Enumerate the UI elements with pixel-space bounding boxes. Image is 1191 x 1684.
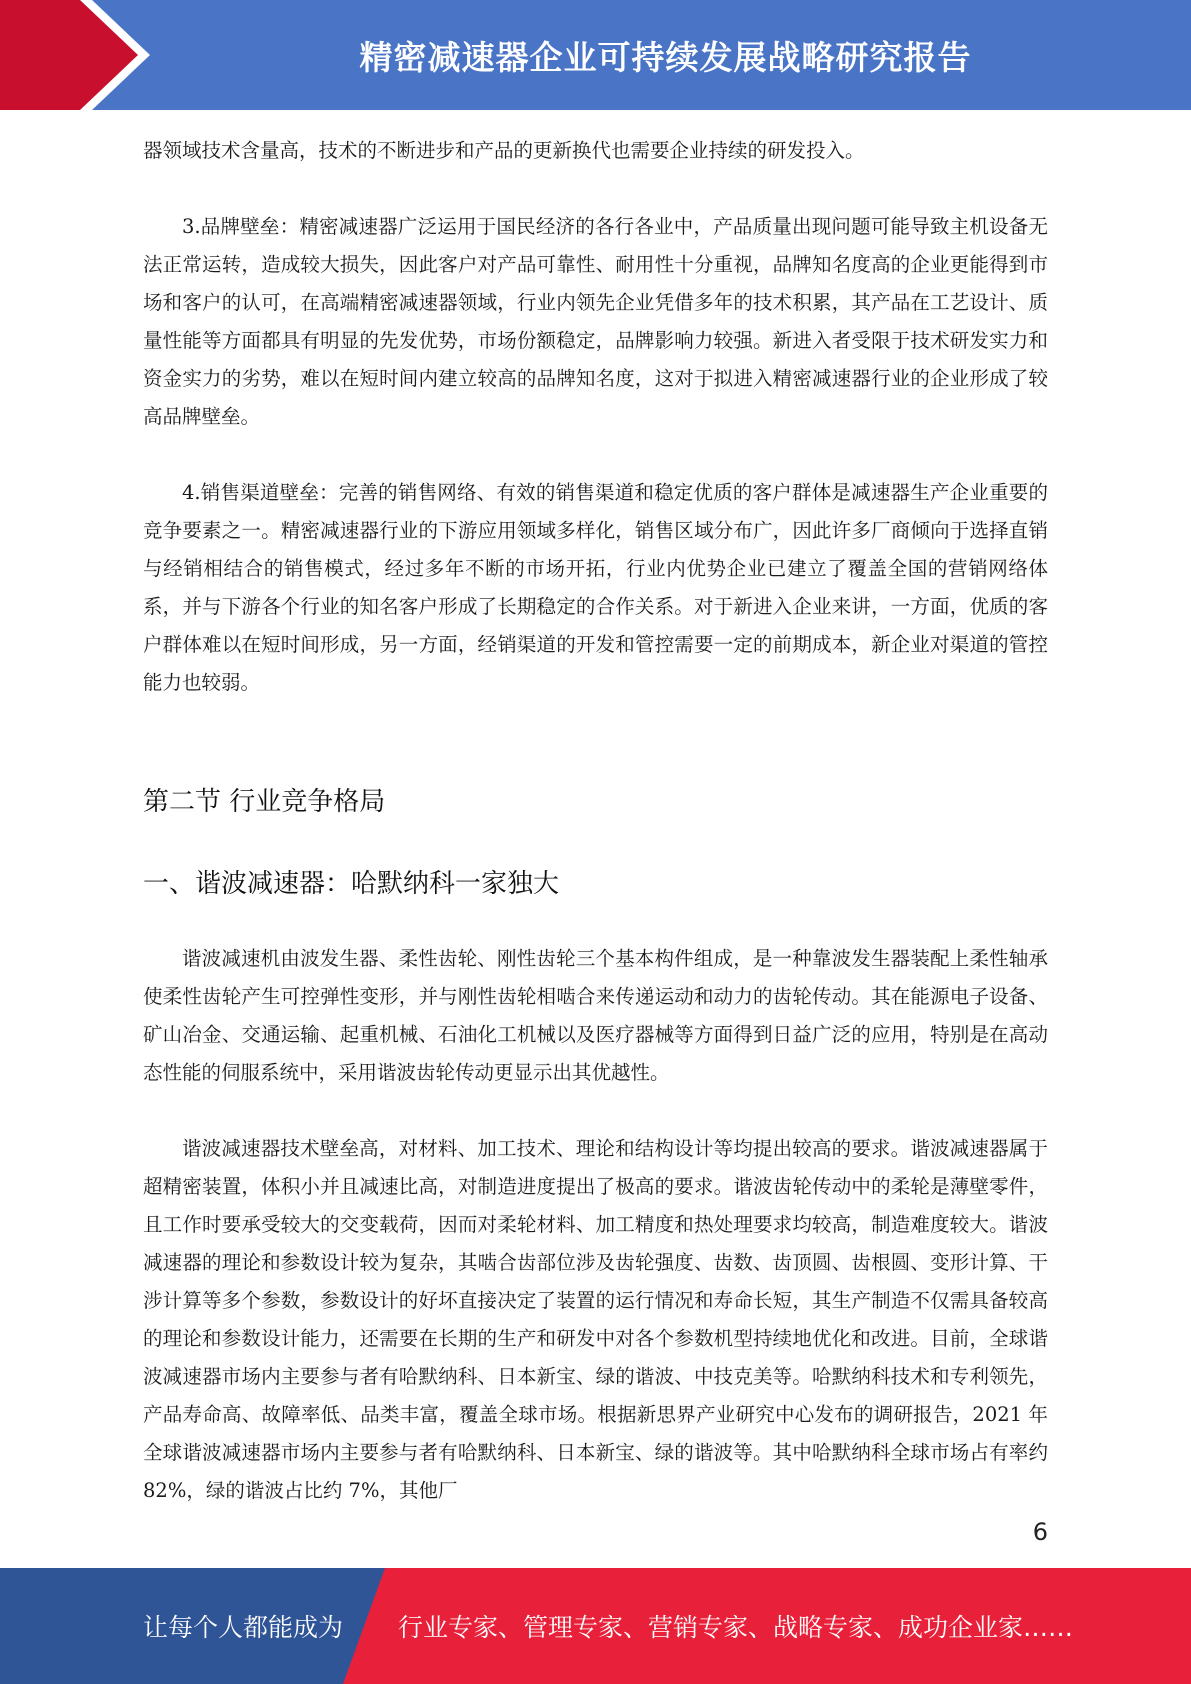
paragraph-continuation: 器领域技术含量高，技术的不断进步和产品的更新换代也需要企业持续的研发投入。 bbox=[143, 139, 865, 162]
page-number: 6 bbox=[1032, 1518, 1048, 1546]
footer-slogan-left: 让每个人都能成为 bbox=[143, 1613, 344, 1642]
red-arrow-decoration-icon bbox=[0, 0, 160, 110]
paragraph-harmonic-market: 谐波减速器技术壁垒高，对材料、加工技术、理论和结构设计等均提出较高的要求。谐波减速器属于超精密装置，体积小并且减速比高，对制造进度提出了极高的要求。谐波齿轮传动中的柔轮是薄壁零件，且工作时要承受较大的交变载荷，因而对柔轮材料、加工精度和热处理要求均较高，制造难度较大。谐波减速器的理论和参数设计较为复杂，其啮合齿部位涉及齿轮强度、齿数、齿顶圆、齿根圆、变形计算、干涉计算等多个参数，参数设计的好坏直接决定了装置的运行情况和寿命长短，其生产制造不仅需具备较高的理论和参数设计能力，还需要在长期的生产和研发中对各个参数机型持续地优化和改进。目前，全球谐波减速器市场内主要参与者有哈默纳科、日本新宝、绿的谐波、中技克美等。哈默纳科技术和专利领先，产品寿命高、故障率低、品类丰富，覆盖全球市场。根据新思界产业研究中心发布的调研报告，2021 年全球谐波减速器市场内主要参与者有哈默纳科、日本新宝、绿的谐波等。其中哈默纳科全球市场占有率约 82%，绿的谐波占比约 7%，其他厂 bbox=[143, 1137, 1048, 1502]
footer-slogan-right: 行业专家、管理专家、营销专家、战略专家、成功企业家…… bbox=[398, 1613, 1074, 1642]
page-footer bbox=[0, 1568, 1191, 1684]
page-header bbox=[0, 0, 1191, 110]
report-title: 精密减速器企业可持续发展战略研究报告 bbox=[359, 37, 972, 77]
sub-heading: 一、谐波减速器：哈默纳科一家独大 bbox=[143, 869, 560, 899]
paragraph-harmonic-intro: 谐波减速机由波发生器、柔性齿轮、刚性齿轮三个基本构件组成，是一种靠波发生器装配上柔性轴承使柔性齿轮产生可控弹性变形，并与刚性齿轮相啮合来传递运动和动力的齿轮传动。其在能源电子设备、矿山冶金、交通运输、起重机械、石油化工机械以及医疗器械等方面得到日益广泛的应用，特别是在高动态性能的伺服系统中，采用谐波齿轮传动更显示出其优越性。 bbox=[143, 947, 1048, 1084]
document-body bbox=[143, 132, 1048, 1510]
section-heading: 第二节 行业竞争格局 bbox=[143, 787, 386, 817]
paragraph-brand-barrier: 3.品牌壁垒：精密减速器广泛运用于国民经济的各行各业中，产品质量出现问题可能导致主机设备无法正常运转，造成较大损失，因此客户对产品可靠性、耐用性十分重视，品牌知名度高的企业更能得到市场和客户的认可，在高端精密减速器领域，行业内领先企业凭借多年的技术积累，其产品在工艺设计、质量性能等方面都具有明显的先发优势，市场份额稳定，品牌影响力较强。新进入者受限于技术研发实力和资金实力的劣势，难以在短时间内建立较高的品牌知名度，这对于拟进入精密减速器行业的企业形成了较高品牌壁垒。 bbox=[143, 215, 1048, 428]
paragraph-channel-barrier: 4.销售渠道壁垒：完善的销售网络、有效的销售渠道和稳定优质的客户群体是减速器生产企业重要的竞争要素之一。精密减速器行业的下游应用领域多样化，销售区域分布广，因此许多厂商倾向于选择直销与经销相结合的销售模式，经过多年不断的市场开拓，行业内优势企业已建立了覆盖全国的营销网络体系，并与下游各个行业的知名客户形成了长期稳定的合作关系。对于新进入企业来讲，一方面，优质的客户群体难以在短时间形成，另一方面，经销渠道的开发和管控需要一定的前期成本，新企业对渠道的管控能力也较弱。 bbox=[143, 481, 1048, 694]
